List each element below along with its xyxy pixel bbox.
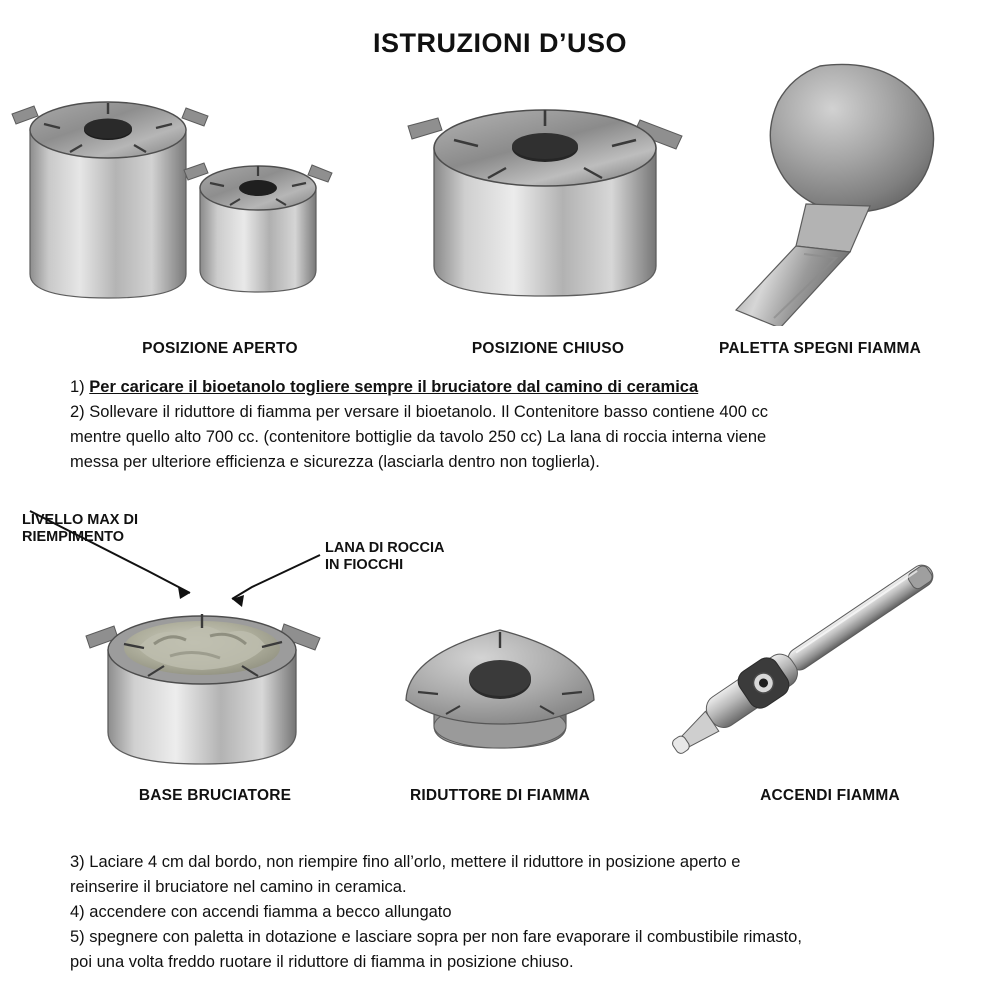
step-4-line-1 [70, 900, 960, 925]
step-3-number: 3) [70, 853, 85, 871]
caption-accendi-fiamma: ACCENDI FIAMMA [760, 787, 900, 804]
flame-reducer-lid-icon [380, 608, 620, 768]
burner-base-with-rockwool-icon [70, 552, 360, 782]
step-5-line-1 [70, 925, 960, 950]
step-4-text-1: accendere con accendi fiamma a becco allungato [89, 903, 452, 921]
burner-closed-icon [388, 96, 708, 316]
step-4-number: 4) [70, 903, 85, 921]
step-1-line [70, 375, 950, 400]
step-3-text-1: Laciare 4 cm dal bordo, non riempire fino all’orlo, mettere il riduttore in posizione aperto e [89, 853, 741, 871]
annotation-livello-max-line2: RIEMPIMENTO [22, 529, 125, 545]
step-1-text: Per caricare il bioetanolo togliere sempre il bruciatore dal camino di ceramica [89, 378, 699, 396]
step-2-line-1 [70, 400, 950, 425]
figure-base-bruciatore [70, 552, 360, 782]
step-5-number: 5) [70, 928, 85, 946]
caption-posizione-aperto: POSIZIONE APERTO [142, 340, 298, 357]
figure-paletta-spegni-fiamma [700, 56, 980, 326]
burner-open-icon [8, 62, 348, 324]
figure-riduttore-di-fiamma [380, 608, 620, 768]
annotation-lana-di-roccia-line1: LANA DI ROCCIA [325, 540, 445, 556]
figure-accendi-fiamma [640, 552, 960, 772]
figure-posizione-chiuso [388, 96, 708, 316]
instructions-top [70, 375, 950, 475]
step-2-line-3: messa per ulteriore efficienza e sicurezza (lasciarla dentro non toglierla). [70, 453, 600, 471]
figure-posizione-aperto [8, 62, 348, 324]
step-1-number: 1) [70, 378, 85, 396]
step-5-text-1: spegnere con paletta in dotazione e lasciare sopra per non fare evaporare il combustibile rimasto, [89, 928, 802, 946]
step-2-line-2: mentre quello alto 700 cc. (contenitore bottiglie da tavolo 250 cc) La lana di roccia interna viene [70, 428, 767, 446]
flame-snuffer-paddle-icon [700, 56, 980, 326]
step-3-line-2: reinserire il bruciatore nel camino in ceramica. [70, 878, 407, 896]
annotation-lana-di-roccia-line2: IN FIOCCHI [325, 557, 404, 573]
caption-posizione-chiuso: POSIZIONE CHIUSO [471, 340, 625, 357]
long-neck-lighter-icon [640, 552, 960, 772]
step-5-line-2: poi una volta freddo ruotare il riduttore di fiamma in posizione chiuso. [70, 953, 574, 971]
step-3-line-1 [70, 850, 960, 875]
caption-base-bruciatore: BASE BRUCIATORE [138, 787, 292, 804]
step-2-number: 2) [70, 403, 85, 421]
caption-paletta-spegni-fiamma: PALETTA SPEGNI FIAMMA [719, 340, 921, 357]
step-2-text-1: Sollevare il riduttore di fiamma per versare il bioetanolo. Il Contenitore basso contiene 400 cc [89, 403, 768, 421]
caption-riduttore-di-fiamma: RIDUTTORE DI FIAMMA [409, 787, 591, 804]
annotation-livello-max-line1: LIVELLO MAX DI [22, 512, 138, 528]
instructions-bottom [70, 850, 960, 975]
page-title: ISTRUZIONI D’USO [372, 28, 627, 58]
